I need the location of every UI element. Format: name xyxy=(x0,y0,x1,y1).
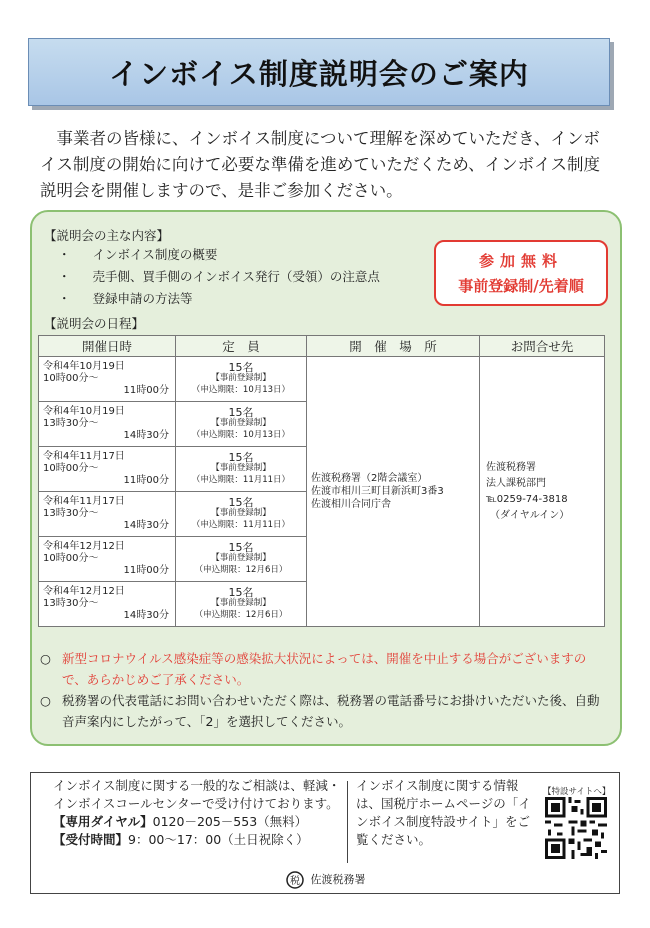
session-end: 11時00分 xyxy=(123,565,169,576)
website-info: インボイス制度に関する情報は、国税庁ホームページの「インボイス制度特設サイト」をご覧ください。 xyxy=(356,778,531,847)
session-date: 令和4年12月12日 xyxy=(43,586,125,597)
registration-deadline: （申込期限：12月6日） xyxy=(194,564,288,575)
session-datetime xyxy=(39,402,176,447)
schedule-heading: 【説明会の日程】 xyxy=(44,316,145,331)
table-row xyxy=(39,357,605,402)
contact-cell xyxy=(480,357,605,627)
session-datetime xyxy=(39,582,176,627)
page-title: インボイス制度説明会のご案内 xyxy=(109,56,529,91)
session-date: 令和4年10月19日 xyxy=(43,361,125,372)
session-end: 11時00分 xyxy=(123,475,169,486)
session-datetime xyxy=(39,492,176,537)
contact-phone-note: （ダイヤルイン） xyxy=(490,509,570,521)
dial-number[interactable]: 0120－205－553（無料） xyxy=(152,814,308,829)
venue-address: 佐渡市相川三町目新浜町3番3 xyxy=(311,486,444,497)
contents-heading: 【説明会の主な内容】 xyxy=(44,228,170,243)
contact-phone[interactable]: ℡0259-74-3818 xyxy=(486,493,568,505)
footer-office-name: 佐渡税務署 xyxy=(310,873,366,886)
session-end: 14時30分 xyxy=(123,520,169,531)
registration-type: 【事前登録制】 xyxy=(211,418,271,429)
note-marker: ○ xyxy=(40,693,51,708)
capacity-number: 15名 xyxy=(228,585,254,599)
hours-value: 9：00～17：00（土日祝除く） xyxy=(128,832,309,847)
capacity-number: 15名 xyxy=(228,540,254,554)
call-center-text: インボイス制度に関する一般的なご相談は、軽減・インボイスコールセンターで受け付けております。 xyxy=(53,778,341,811)
list-item: ・ 登録申請の方法等 xyxy=(58,288,380,310)
divider xyxy=(347,781,348,863)
session-start: 10時00分～ xyxy=(43,463,99,474)
table-header-row xyxy=(39,336,605,357)
session-date: 令和4年11月17日 xyxy=(43,451,125,462)
capacity-number: 15名 xyxy=(228,450,254,464)
registration-deadline: （申込期限：11月11日） xyxy=(191,519,291,530)
intro-text: 事業者の皆様に、インボイス制度について理解を深めていただき、インボイス制度の開始に向けて必要な準備を進めていただくため、インボイス制度説明会を開催しますので、是非ご参加ください。 xyxy=(40,129,601,200)
registration-deadline: （申込期限：10月13日） xyxy=(191,384,291,395)
session-capacity xyxy=(176,447,307,492)
note-marker: ○ xyxy=(40,651,51,666)
contents-list xyxy=(58,244,380,310)
session-capacity xyxy=(176,492,307,537)
qr-label: 【特設サイトへ】 xyxy=(543,787,611,797)
session-capacity xyxy=(176,582,307,627)
registration-deadline: （申込期限：11月11日） xyxy=(191,474,291,485)
header-place: 開 催 場 所 xyxy=(307,336,480,357)
title-banner xyxy=(28,38,610,106)
dial-label: 【専用ダイヤル】 xyxy=(53,814,153,829)
session-date: 令和4年11月17日 xyxy=(43,496,125,507)
venue-name: 佐渡税務署（2階会議室） xyxy=(311,473,428,484)
session-datetime xyxy=(39,357,176,402)
schedule-table xyxy=(38,335,605,627)
session-capacity xyxy=(176,537,307,582)
registration-type: 【事前登録制】 xyxy=(211,463,271,474)
capacity-number: 15名 xyxy=(228,360,254,374)
note-cancellation xyxy=(40,648,610,690)
registration-type: 【事前登録制】 xyxy=(211,508,271,519)
session-start: 10時00分～ xyxy=(43,553,99,564)
capacity-number: 15名 xyxy=(228,405,254,419)
session-datetime xyxy=(39,537,176,582)
note-text: 税務署の代表電話にお問い合わせいただく際は、税務署の電話番号にお掛けいただいた後、自動音声案内にしたがって、「2」を選択してください。 xyxy=(62,693,600,729)
notes-list xyxy=(40,648,610,732)
session-end: 14時30分 xyxy=(123,610,169,621)
registration-type: 【事前登録制】 xyxy=(211,598,271,609)
registration-deadline: （申込期限：12月6日） xyxy=(194,609,288,620)
badge-registration: 事前登録制/先着順 xyxy=(458,277,584,295)
session-date: 令和4年12月12日 xyxy=(43,541,125,552)
session-end: 11時00分 xyxy=(123,385,169,396)
session-start: 13時30分～ xyxy=(43,598,99,609)
contact-office: 佐渡税務署 xyxy=(486,461,536,473)
contact-department: 法人課税部門 xyxy=(486,477,546,489)
hours-label: 【受付時間】 xyxy=(53,832,129,847)
session-capacity xyxy=(176,357,307,402)
qr-code-icon[interactable] xyxy=(545,797,607,859)
session-start: 10時00分～ xyxy=(43,373,99,384)
session-capacity xyxy=(176,402,307,447)
badge-free: 参加無料 xyxy=(478,252,563,270)
capacity-number: 15名 xyxy=(228,495,254,509)
list-item: ・ 売手側、買手側のインボイス発行（受領）の注意点 xyxy=(58,266,380,288)
call-center-info xyxy=(53,777,343,849)
header-capacity: 定 員 xyxy=(176,336,307,357)
list-item: ・ インボイス制度の概要 xyxy=(58,244,380,266)
tax-office-logo-icon xyxy=(285,871,305,889)
logo-char: 税 xyxy=(289,876,300,887)
note-phone xyxy=(40,690,610,732)
free-admission-badge xyxy=(434,240,608,306)
header-contact: お問合せ先 xyxy=(480,336,605,357)
session-date: 令和4年10月19日 xyxy=(43,406,125,417)
session-end: 14時30分 xyxy=(123,430,169,441)
footer xyxy=(31,871,619,889)
registration-type: 【事前登録制】 xyxy=(211,373,271,384)
note-text: 新型コロナウイルス感染症等の感染拡大状況によっては、開催を中止する場合がございますので、あらかじめご了承ください。 xyxy=(62,651,587,687)
session-datetime xyxy=(39,447,176,492)
session-start: 13時30分～ xyxy=(43,508,99,519)
header-datetime: 開催日時 xyxy=(39,336,176,357)
inquiry-box xyxy=(30,772,620,894)
session-start: 13時30分～ xyxy=(43,418,99,429)
registration-type: 【事前登録制】 xyxy=(211,553,271,564)
venue-cell xyxy=(307,357,480,627)
venue-building: 佐渡相川合同庁舎 xyxy=(311,499,391,510)
registration-deadline: （申込期限：10月13日） xyxy=(191,429,291,440)
